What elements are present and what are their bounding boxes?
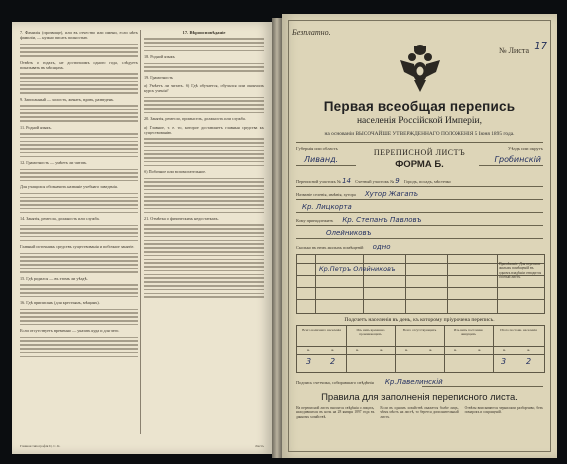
instruction-paragraph: 18. Родной языкъ — [144, 54, 175, 60]
field-line — [296, 238, 543, 239]
district-value: Гробинскій — [494, 155, 541, 164]
table-line — [493, 326, 494, 372]
column-divider — [140, 30, 141, 434]
instruction-paragraph: Отвѣтъ о годахъ, не достигшимъ одного года, слѣдуетъ показывать въ мѣсяцахъ. — [20, 59, 138, 70]
dwellings-row — [296, 243, 543, 251]
male-label: м. — [454, 348, 457, 352]
owner-label: Кому принадлежитъ — [296, 218, 334, 223]
form-subtitle: населенія Россійской Имперіи, — [356, 116, 483, 126]
table-line — [363, 255, 364, 313]
text-lines — [20, 225, 138, 242]
field-line — [296, 186, 543, 187]
table-line — [447, 255, 448, 313]
table-line — [346, 326, 347, 372]
province-value: Ливанд. — [304, 155, 339, 164]
female-label: ж. — [429, 348, 433, 352]
legal-basis: на основаніи ВЫСОЧАЙШЕ УТВЕРЖДЕННАГО ПОЛОЖЕНІЯ 5 Іюня 1895 года. — [324, 131, 515, 137]
dwellings-value: одно — [372, 243, 391, 251]
instruction-paragraph: 20. Занятія, ремесло, промыселъ, должность или служба. — [144, 116, 246, 122]
signature-value: Кр.Лавелинскій — [384, 378, 443, 386]
signature-row — [296, 378, 543, 386]
settlement-row — [296, 190, 543, 198]
district-label: Уѣздъ или округъ — [507, 146, 543, 151]
column-heading: 17. Вѣроисповѣданіе — [182, 30, 226, 35]
table-line — [297, 346, 544, 347]
count-header: Всего наличнаго населенія — [302, 328, 341, 332]
text-lines — [144, 63, 264, 72]
field-line — [296, 225, 543, 226]
sheet-number-value: 17 — [534, 41, 547, 52]
footer-mark: Листъ — [255, 444, 264, 448]
settlement-value-2: Кр. Лицкорта — [302, 203, 352, 211]
text-lines — [144, 178, 264, 214]
text-lines — [20, 73, 138, 94]
instruction-paragraph: а) Умѣетъ ли читать. б) Гдѣ обучается, обучался или окончилъ курсъ ученія? — [144, 82, 264, 94]
field-line — [296, 199, 543, 200]
count-value: 2 — [330, 357, 336, 366]
divider — [296, 142, 543, 143]
instruction-paragraph: Для учащихся обозначить названіе учебнаго заведенія. — [20, 184, 118, 190]
text-lines — [20, 253, 138, 274]
rules-title: Правила для заполненія переписного листа. — [321, 392, 518, 403]
instructions-page — [12, 22, 272, 454]
count-header: Изъ нихъ постоянно живущихъ — [453, 328, 484, 336]
male-label: м. — [503, 348, 506, 352]
text-lines — [20, 284, 138, 297]
field-line — [296, 212, 543, 213]
form-title: Первая всеобщая перепись — [323, 99, 516, 114]
province-label: Губернія или область — [296, 146, 338, 151]
census-form-page — [282, 14, 557, 458]
instruction-paragraph: Если отсутствуетъ временно — указать куда и для чего. — [20, 328, 120, 334]
table-line — [297, 287, 544, 288]
count-header: Всего отсутствующихъ — [402, 328, 437, 332]
double-headed-eagle-icon — [398, 42, 442, 94]
female-label: ж. — [478, 348, 482, 352]
free-label: Безплатно. — [292, 28, 331, 37]
city-label: Городъ, посадъ, мѣстечко — [404, 179, 451, 184]
instruction-paragraph: 14. Занятія, ремесла, должность или служба. — [20, 216, 100, 222]
table-line — [405, 255, 406, 313]
instruction-paragraph: 12. Грамотность — умѣетъ ли читать. — [20, 160, 88, 166]
count-value: 2 — [526, 357, 532, 366]
field-line — [422, 386, 543, 387]
table-line — [497, 255, 498, 313]
text-lines — [20, 133, 138, 157]
female-label: ж. — [527, 348, 531, 352]
form-b-label: ФОРМА Б. — [395, 159, 444, 170]
table-line — [297, 354, 544, 355]
table-line — [297, 299, 544, 300]
count-header: Изъ нихъ временно проживающихъ — [356, 328, 385, 336]
census-section-label: Переписной участокъ № — [296, 179, 341, 184]
settlement-value: Хутор Жагапъ — [364, 190, 419, 198]
rules-text — [296, 406, 543, 452]
census-section-value: 14 — [342, 177, 351, 185]
count-section-value: 9 — [395, 177, 400, 185]
female-label: ж. — [331, 348, 335, 352]
table-line — [395, 326, 396, 372]
section-row — [296, 177, 543, 185]
text-lines — [20, 105, 138, 122]
female-label: ж. — [380, 348, 384, 352]
text-lines — [144, 38, 264, 51]
count-section-label: Счетный участокъ № — [355, 179, 395, 184]
instruction-paragraph: 16. Гдѣ приписанъ (для крестьянъ, мѣщанъ). — [20, 300, 100, 306]
male-label: м. — [307, 348, 310, 352]
text-lines — [20, 169, 138, 182]
text-lines — [144, 138, 264, 166]
book-spine — [272, 18, 282, 458]
rules-column: Отвѣты вписываются чернилами разборчиво, безъ помарокъ и сокращеній. — [464, 406, 543, 415]
instruction-paragraph: 9. Записанный — холостъ, женатъ, вдовъ, разведенъ. — [20, 96, 115, 102]
owner-value-2: Олейниковъ — [326, 229, 372, 237]
population-count-title: Подсчетъ населенія въ день, къ которому пріурочена перепись. — [344, 317, 495, 323]
owner-row — [296, 216, 543, 224]
sheet-number-label: № Листа — [498, 46, 529, 55]
male-label: м. — [405, 348, 408, 352]
population-count-table — [296, 325, 545, 373]
dwelling-sidenote: Примѣчаніе. Для переписи жилыхъ помѣщеній въ одномъ владѣніи отводится особый листъ. — [499, 262, 542, 280]
signature-label: Подпись счетчика, собиравшаго свѣдѣнія — [296, 380, 374, 385]
field-line — [479, 165, 543, 166]
settlement-label: Названіе селенія, имѣнія, хутора — [296, 192, 356, 197]
instruction-paragraph: 15. Гдѣ родился — въ этомъ ли уѣздѣ. — [20, 276, 88, 282]
text-lines — [20, 44, 138, 57]
page-footer — [20, 444, 264, 448]
count-value: 3 — [306, 357, 312, 366]
instruction-paragraph: 19. Грамотность — [144, 74, 173, 80]
instructions-column-1 — [20, 30, 138, 434]
table-line — [444, 326, 445, 372]
count-header: Итого постоян. населенія — [500, 328, 537, 332]
count-value: 3 — [501, 357, 507, 366]
text-lines — [20, 309, 138, 326]
instructions-column-2 — [144, 30, 264, 434]
owner-value: Кр. Степанъ Павловъ — [342, 216, 422, 224]
instruction-paragraph: б) Побочное или вспомогательное. — [144, 169, 207, 175]
printer-note: Главная типографія Ц. С. К. — [20, 444, 61, 448]
dwelling-entry: Кр.Петръ Олейниковъ — [319, 265, 396, 273]
rules-column: Если въ одномъ хозяйствѣ окажется болѣе лицъ, чѣмъ мѣстъ на листѣ, то берется дополнительный листъ. — [380, 406, 459, 419]
text-lines — [20, 337, 138, 358]
table-line — [315, 255, 316, 313]
text-lines — [20, 193, 138, 214]
instruction-paragraph: Главный источникъ средствъ существованія и побочное занятіе. — [20, 244, 135, 250]
owner-row-2 — [296, 229, 543, 237]
rules-column: На переписной листъ вносятся свѣдѣнія о лицахъ, находившихся въ ночь на 28 января 1897 года въ данномъ хозяйствѣ. — [296, 406, 375, 419]
text-lines — [144, 97, 264, 114]
dwellings-label: Сколько въ немъ жилыхъ помѣщеній — [296, 245, 364, 250]
instruction-paragraph: 21. Отмѣтка о физическихъ недостаткахъ. — [144, 216, 219, 222]
instruction-paragraph: 7. Фамилія (прозвище), или въ отчество или имени, если нѣтъ фамиліи, — нужно писать полностью. — [20, 30, 138, 41]
instruction-paragraph: а) Главное, т. е. то, которое доставляетъ главныя средства къ существованію. — [144, 124, 264, 135]
male-label: м. — [356, 348, 359, 352]
instruction-paragraph: 11. Родной языкъ. — [20, 124, 52, 130]
form-heading: ПЕРЕПИСНОЙ ЛИСТЪ — [373, 148, 466, 157]
text-lines — [144, 224, 264, 297]
settlement-row-2 — [296, 203, 543, 211]
